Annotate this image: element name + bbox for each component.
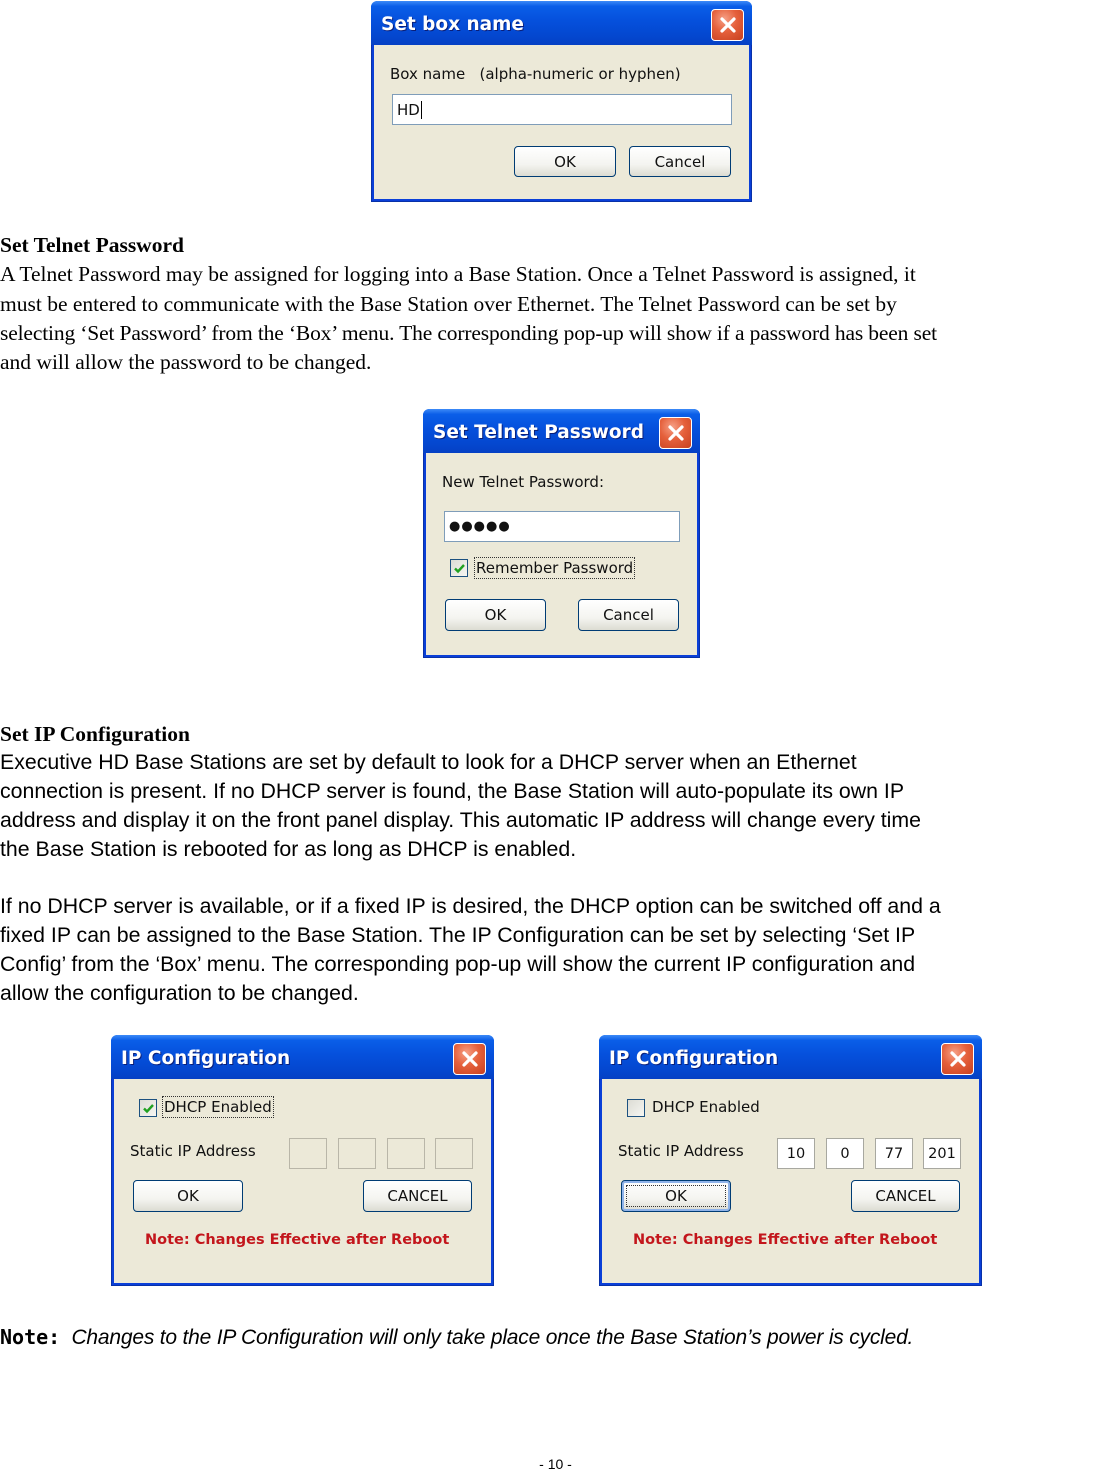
- close-button[interactable]: [453, 1043, 486, 1075]
- section-heading: Set IP Configuration: [0, 722, 190, 746]
- ok-label: OK: [665, 1187, 687, 1205]
- ip-octet-2[interactable]: [338, 1138, 376, 1169]
- footer-note-text: Changes to the IP Configuration will only take place once the Base Station’s power is cycled.: [71, 1326, 914, 1349]
- ip-octet-4[interactable]: 201: [923, 1138, 961, 1169]
- dhcp-enabled-checkbox[interactable]: [139, 1099, 157, 1117]
- dialog-body: [602, 1079, 979, 1283]
- paragraph-line: Config’ from the ‘Box’ menu. The corresponding pop-up will show the current IP configuration and: [0, 952, 916, 976]
- close-button[interactable]: [659, 417, 692, 449]
- paragraph-line: address and display it on the front panel display. This automatic IP address will change every time: [0, 808, 921, 832]
- close-icon: [460, 1049, 480, 1069]
- ip-config-dialog-static: [599, 1035, 982, 1286]
- box-name-label: Box name (alpha-numeric or hyphen): [390, 65, 681, 83]
- cancel-label: Cancel: [603, 606, 654, 624]
- cancel-label: CANCEL: [875, 1187, 936, 1205]
- ok-label: OK: [177, 1187, 199, 1205]
- close-button[interactable]: [941, 1043, 974, 1075]
- dialog-titlebar: [599, 1035, 982, 1079]
- dialog-title: Set Telnet Password: [433, 422, 644, 443]
- paragraph-line: and will allow the password to be changed.: [0, 350, 372, 375]
- close-icon: [666, 423, 686, 443]
- paragraph-line: the Base Station is rebooted for as long as DHCP is enabled.: [0, 837, 577, 861]
- cancel-label: Cancel: [654, 152, 706, 171]
- text-cursor: [421, 101, 422, 119]
- dhcp-enabled-label[interactable]: DHCP Enabled: [164, 1098, 272, 1116]
- paragraph-line: fixed IP can be assigned to the Base Station. The IP Configuration can be set by selecting ‘Set IP: [0, 923, 916, 947]
- ip-octet-2[interactable]: 0: [826, 1138, 864, 1169]
- ip-octet-4[interactable]: [435, 1138, 473, 1169]
- cancel-button[interactable]: [363, 1180, 472, 1212]
- box-name-value: HD: [397, 100, 420, 119]
- dialog-titlebar: [371, 1, 752, 45]
- static-ip-label: Static IP Address: [618, 1142, 744, 1160]
- dialog-title: Set box name: [381, 14, 524, 35]
- ip-octet-1[interactable]: [289, 1138, 327, 1169]
- close-icon: [718, 15, 738, 35]
- paragraph-line: Executive HD Base Stations are set by default to look for a DHCP server when an Ethernet: [0, 750, 857, 774]
- password-input[interactable]: [444, 511, 680, 542]
- set-box-name-dialog: [371, 1, 752, 202]
- dialog-body: [426, 453, 697, 655]
- ip-octet-1[interactable]: 10: [777, 1138, 815, 1169]
- telnet-section: [0, 231, 1111, 377]
- ok-button[interactable]: [514, 146, 616, 177]
- paragraph-line: A Telnet Password may be assigned for logging into a Base Station. Once a Telnet Password is assigned, it: [0, 262, 916, 287]
- dialog-titlebar: [111, 1035, 494, 1079]
- ip-octet-3[interactable]: [387, 1138, 425, 1169]
- footer-note: [0, 1323, 913, 1352]
- ok-button[interactable]: [445, 599, 546, 631]
- paragraph-line: If no DHCP server is available, or if a fixed IP is desired, the DHCP option can be switched off and a: [0, 894, 941, 918]
- new-password-label: New Telnet Password:: [442, 473, 604, 491]
- remember-password-label[interactable]: Remember Password: [476, 559, 634, 577]
- cancel-button[interactable]: [578, 599, 679, 631]
- ok-label: OK: [484, 606, 507, 624]
- close-icon: [948, 1049, 968, 1069]
- checkmark-icon: [142, 1102, 155, 1115]
- section-heading: Set Telnet Password: [0, 233, 184, 257]
- paragraph-line: must be entered to communicate with the Base Station over Ethernet. The Telnet Password can be set by: [0, 291, 897, 316]
- checkmark-icon: [453, 562, 466, 575]
- dialog-title: IP Configuration: [609, 1048, 779, 1069]
- static-ip-label: Static IP Address: [130, 1142, 256, 1160]
- paragraph-line: connection is present. If no DHCP server is found, the Base Station will auto-populate its own IP: [0, 779, 905, 803]
- ok-button[interactable]: [621, 1180, 731, 1212]
- reboot-note: Note: Changes Effective after Reboot: [145, 1232, 450, 1248]
- dialog-body: [374, 45, 749, 199]
- reboot-note: Note: Changes Effective after Reboot: [633, 1232, 938, 1248]
- dialog-body: [114, 1079, 491, 1283]
- paragraph-line: allow the configuration to be changed.: [0, 981, 359, 1005]
- remember-password-checkbox[interactable]: [450, 559, 468, 577]
- ip-paragraph-2: [0, 892, 1111, 1008]
- dhcp-enabled-checkbox[interactable]: [627, 1099, 645, 1117]
- page-number: - 10 -: [539, 1456, 572, 1472]
- set-telnet-password-dialog: [423, 409, 700, 658]
- ok-label: OK: [554, 152, 576, 171]
- paragraph-line: selecting ‘Set Password’ from the ‘Box’ menu. The corresponding pop-up will show if a password has been set: [0, 320, 937, 345]
- ip-octet-3[interactable]: 77: [875, 1138, 913, 1169]
- ip-paragraph-1: [0, 748, 1111, 864]
- ip-config-dialog-dhcp: [111, 1035, 494, 1286]
- password-value: ●●●●●: [449, 519, 511, 534]
- cancel-button[interactable]: [629, 146, 731, 177]
- focus-ring: [626, 1185, 726, 1207]
- dhcp-enabled-label[interactable]: DHCP Enabled: [652, 1098, 760, 1116]
- dialog-titlebar: [423, 409, 700, 453]
- dialog-title: IP Configuration: [121, 1048, 291, 1069]
- ok-button[interactable]: [133, 1180, 243, 1212]
- box-name-input[interactable]: [392, 94, 732, 125]
- close-button[interactable]: [711, 9, 744, 41]
- footer-note-label: Note:: [0, 1325, 61, 1349]
- cancel-button[interactable]: [851, 1180, 960, 1212]
- cancel-label: CANCEL: [387, 1187, 448, 1205]
